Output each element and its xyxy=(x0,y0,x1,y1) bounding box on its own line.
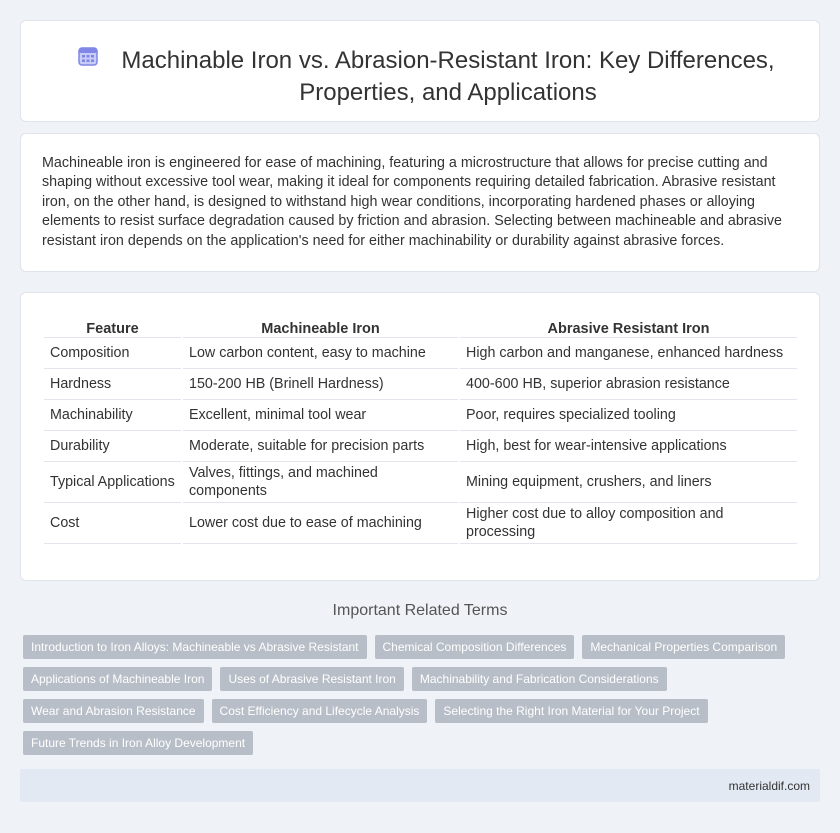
related-term-tag[interactable]: Future Trends in Iron Alloy Development xyxy=(23,731,253,755)
header-abrasive-resistant-iron: Abrasive Resistant Iron xyxy=(460,316,797,338)
table-row xyxy=(44,400,797,431)
intro-card xyxy=(20,133,820,272)
related-term-tag[interactable]: Wear and Abrasion Resistance xyxy=(23,699,204,723)
title-card xyxy=(20,20,820,122)
table-row xyxy=(44,369,797,400)
related-term-tag[interactable]: Applications of Machineable Iron xyxy=(23,667,212,691)
cell-feature: Machinability xyxy=(44,400,181,431)
page-title: Machinable Iron vs. Abrasion-Resistant Iron: Key Differences, Properties, and Applications xyxy=(121,47,775,106)
table-row xyxy=(44,462,797,503)
cell-feature: Durability xyxy=(44,431,181,462)
related-term-tag[interactable]: Uses of Abrasive Resistant Iron xyxy=(220,667,403,691)
cell-abrasive: High, best for wear-intensive applications xyxy=(460,431,797,462)
cell-abrasive: 400-600 HB, superior abrasion resistance xyxy=(460,369,797,400)
cell-feature: Hardness xyxy=(44,369,181,400)
related-term-tag[interactable]: Cost Efficiency and Lifecycle Analysis xyxy=(212,699,428,723)
comparison-card xyxy=(20,292,820,581)
related-term-tag[interactable]: Chemical Composition Differences xyxy=(375,635,575,659)
cell-machineable: 150-200 HB (Brinell Hardness) xyxy=(183,369,458,400)
table-row xyxy=(44,431,797,462)
related-term-tag[interactable]: Machinability and Fabrication Considerations xyxy=(412,667,667,691)
intro-paragraph: Machineable iron is engineered for ease of machining, featuring a microstructure that allows for precise cutting and shaping without excessive tool wear, making it ideal for components requiring detailed fabrication. Abrasive resistant iron, on the other hand, is designed to withstand high wear conditions, incorporating hardened phases or alloying elements to resist surface degradation caused by friction and abrasion. Selecting between machineable and abrasive resistant iron depends on the application's need for either machinability or durability against abrasive forces. xyxy=(42,155,782,249)
related-terms-title: Important Related Terms xyxy=(332,602,508,619)
cell-machineable: Excellent, minimal tool wear xyxy=(183,400,458,431)
related-term-tag[interactable]: Selecting the Right Iron Material for Your Project xyxy=(435,699,707,723)
header-feature: Feature xyxy=(44,316,181,338)
cell-machineable: Lower cost due to ease of machining xyxy=(183,503,458,544)
cell-abrasive: Mining equipment, crushers, and liners xyxy=(460,462,797,503)
table-row xyxy=(44,503,797,544)
cell-feature: Cost xyxy=(44,503,181,544)
cell-feature: Composition xyxy=(44,338,181,369)
cell-abrasive: Higher cost due to alloy composition and processing xyxy=(460,503,797,544)
cell-abrasive: High carbon and manganese, enhanced hardness xyxy=(460,338,797,369)
cell-abrasive: Poor, requires specialized tooling xyxy=(460,400,797,431)
table-row xyxy=(44,338,797,369)
footer xyxy=(20,769,820,802)
header-machineable-iron: Machineable Iron xyxy=(183,316,458,338)
related-term-tag[interactable]: Introduction to Iron Alloys: Machineable vs Abrasive Resistant xyxy=(23,635,367,659)
site-name[interactable]: materialdif.com xyxy=(728,779,810,793)
related-term-tag[interactable]: Mechanical Properties Comparison xyxy=(582,635,785,659)
cell-machineable: Valves, fittings, and machined components xyxy=(183,462,458,503)
cell-feature: Typical Applications xyxy=(44,462,181,503)
cell-machineable: Low carbon content, easy to machine xyxy=(183,338,458,369)
related-terms-list xyxy=(23,635,813,763)
cell-machineable: Moderate, suitable for precision parts xyxy=(183,431,458,462)
comparison-table xyxy=(42,316,799,544)
